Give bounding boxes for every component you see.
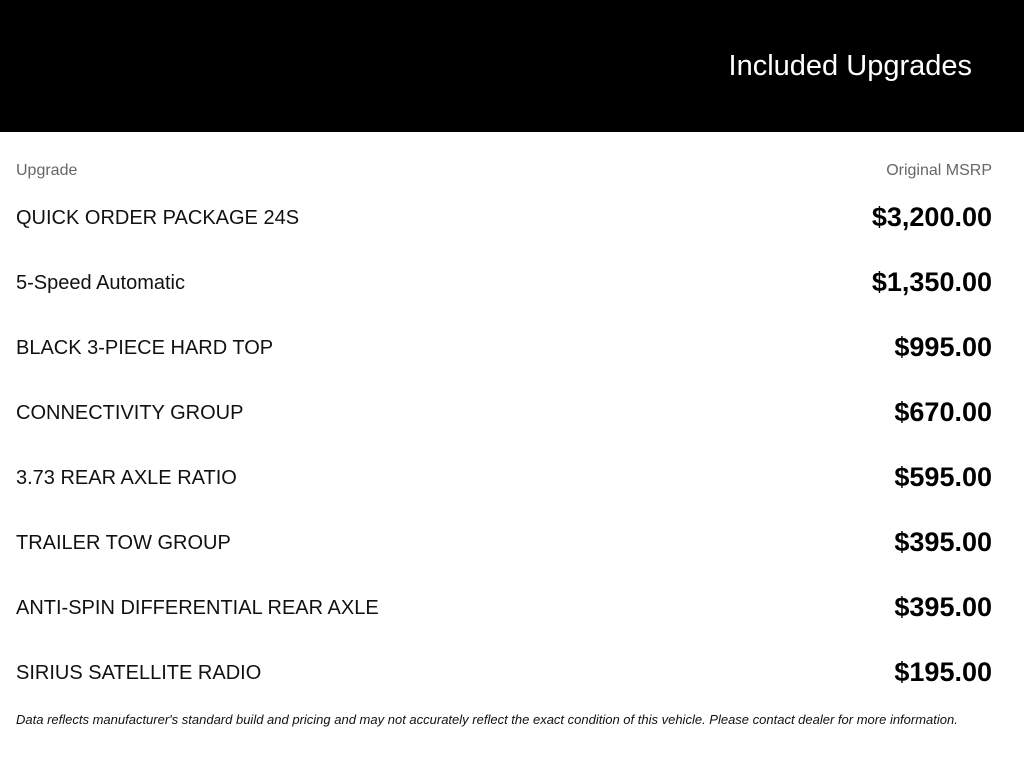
upgrade-name: CONNECTIVITY GROUP — [16, 402, 244, 424]
upgrade-price: $1,350.00 — [871, 267, 992, 297]
table-row — [16, 251, 992, 316]
upgrade-price: $995.00 — [894, 332, 992, 362]
upgrade-name: SIRIUS SATELLITE RADIO — [16, 662, 262, 684]
table-row — [16, 381, 992, 446]
upgrade-price: $595.00 — [894, 462, 992, 492]
column-header-upgrade: Upgrade — [16, 162, 78, 179]
table-row — [16, 446, 992, 511]
table-header — [16, 132, 992, 186]
page-title: Included Upgrades — [728, 50, 972, 82]
disclaimer-text: Data reflects manufacturer's standard build and pricing and may not accurately reflect the exact condition of this vehicle. Please contact dealer for more information. — [16, 712, 958, 727]
table-row — [16, 511, 992, 576]
header-banner — [0, 0, 1024, 132]
table-row — [16, 186, 992, 251]
table-row — [16, 576, 992, 641]
upgrade-price: $395.00 — [894, 592, 992, 622]
column-header-msrp: Original MSRP — [886, 162, 992, 179]
upgrades-table — [16, 132, 992, 706]
upgrade-price: $670.00 — [894, 397, 992, 427]
upgrade-price: $395.00 — [894, 527, 992, 557]
upgrade-price: $195.00 — [894, 657, 992, 687]
table-row — [16, 316, 992, 381]
upgrade-price: $3,200.00 — [871, 202, 992, 232]
upgrade-name: 3.73 REAR AXLE RATIO — [16, 467, 237, 489]
upgrade-name: TRAILER TOW GROUP — [16, 532, 231, 554]
table-row — [16, 641, 992, 706]
upgrade-name: ANTI-SPIN DIFFERENTIAL REAR AXLE — [16, 597, 379, 619]
upgrade-name: 5-Speed Automatic — [16, 272, 185, 294]
upgrade-name: QUICK ORDER PACKAGE 24S — [16, 207, 300, 229]
upgrade-name: BLACK 3-PIECE HARD TOP — [16, 337, 274, 359]
table-body — [16, 186, 992, 706]
